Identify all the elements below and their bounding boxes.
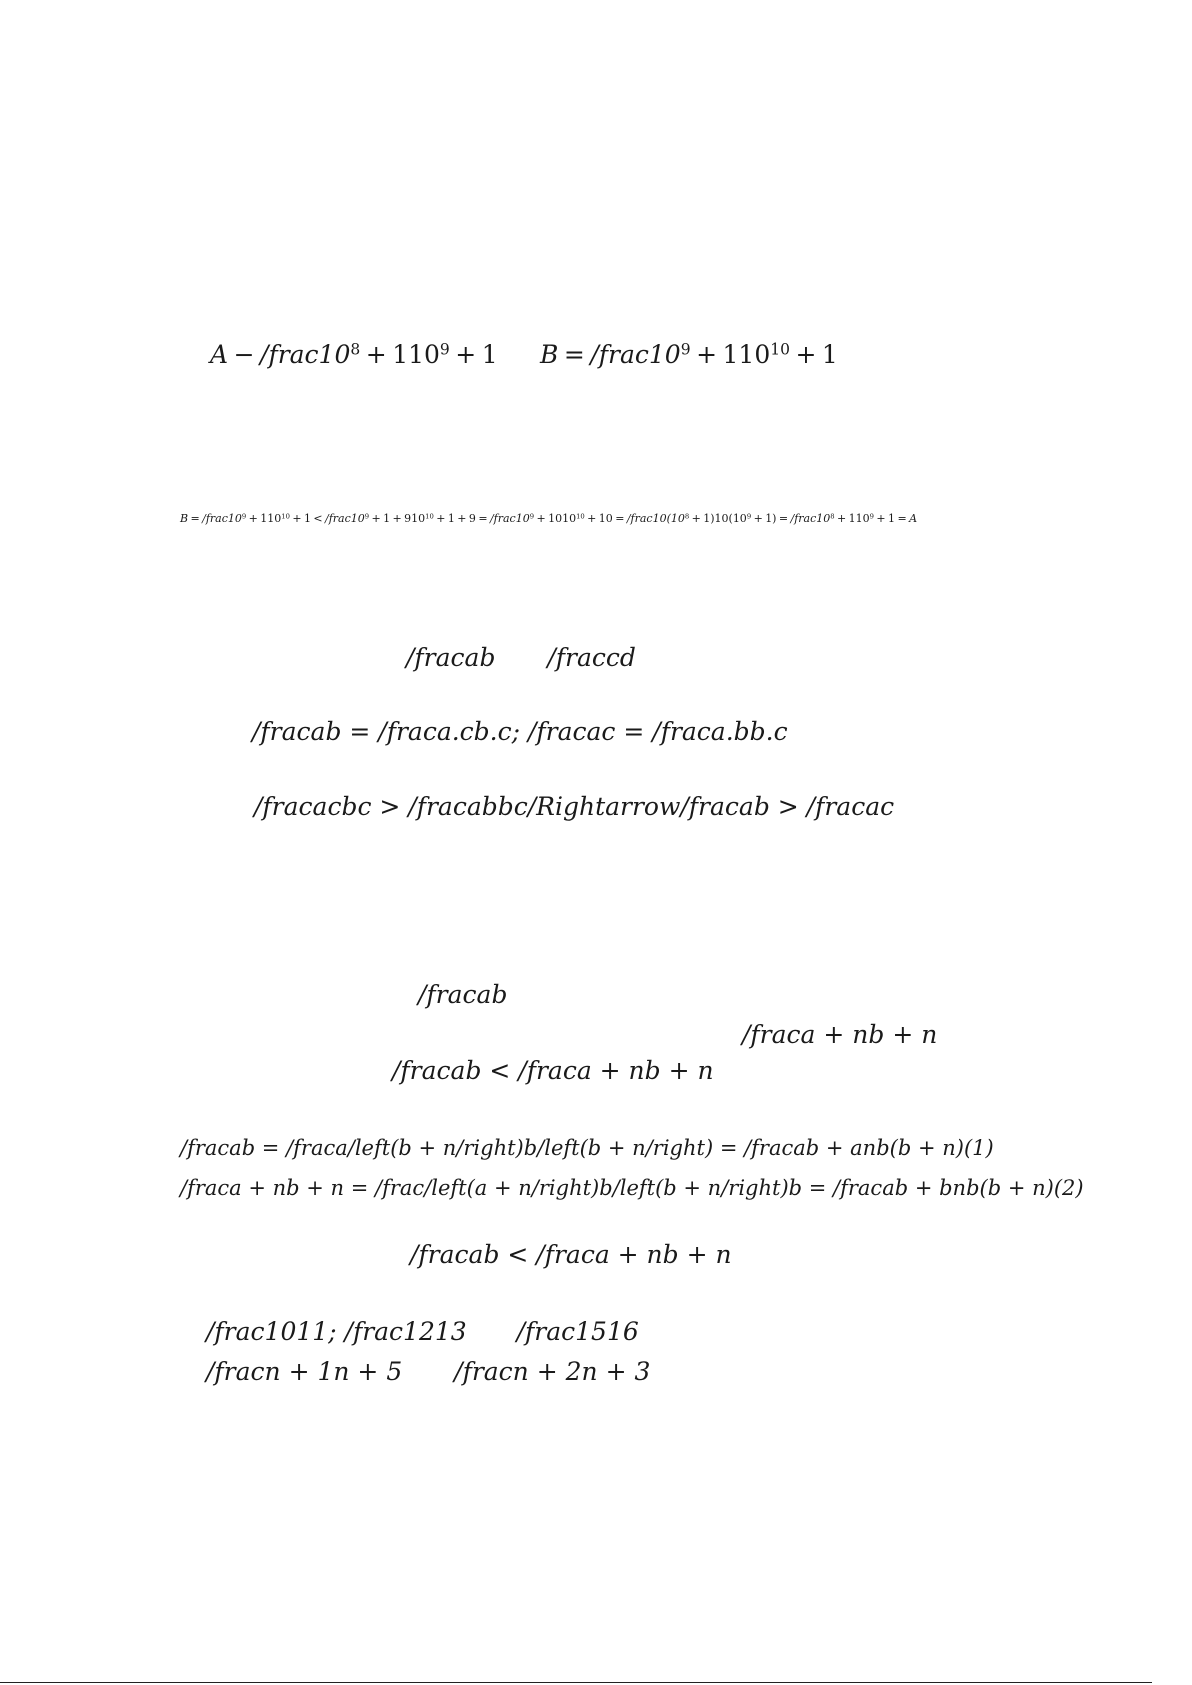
- comparison-chain: $B = /frac10^9 + 110^{10} + 1$ < $/frac10^9 + 1 + 910^{10} + 1 + 9$ = $/frac10^9 + 1010^{10} + 10$ = $/frac10(10^8 + 1)10(10^9 + 1)$ = $/frac10^8 + 110^9 + 1 = A$: [180, 512, 918, 525]
- exercise-fractions-1: /frac1011; /frac1213 /frac1516: [206, 1317, 639, 1346]
- fractions-ab-cd: /fracab /fraccd: [406, 643, 636, 672]
- inequality-statement: /fracab < /fraca + nb + n: [392, 1056, 714, 1085]
- equation-one: /fracab = /fraca/left(b + n/right)b/left(b + n/right) = /fracab + anb(b + n)(1): [180, 1136, 994, 1160]
- fraction-a-plus-n: /fraca + nb + n: [742, 1020, 938, 1049]
- inequality-result: /fracab < /fraca + nb + n: [410, 1240, 732, 1269]
- footer-rule: [0, 1682, 1152, 1683]
- exercise-fractions-2: /fracn + 1n + 5 /fracn + 2n + 3: [206, 1357, 651, 1386]
- formula-a-definition: $A - /frac10^8 + 110^9 + 1$: [210, 340, 498, 369]
- equation-two: /fraca + nb + n = /frac/left(a + n/right)b/left(b + n/right)b = /fracab + bnb(b + n)(2): [180, 1176, 1084, 1200]
- inequality-conclusion: /fracacbc > /fracabbc/Rightarrow/fracab > /fracac: [254, 792, 895, 821]
- formula-b-definition: $B = /frac10^9 + 110^{10} + 1$: [540, 340, 838, 369]
- expansion-equation: /fracab = /fraca.cb.c; /fracac = /fraca.bb.c: [252, 717, 788, 746]
- fraction-ab: /fracab: [418, 980, 508, 1009]
